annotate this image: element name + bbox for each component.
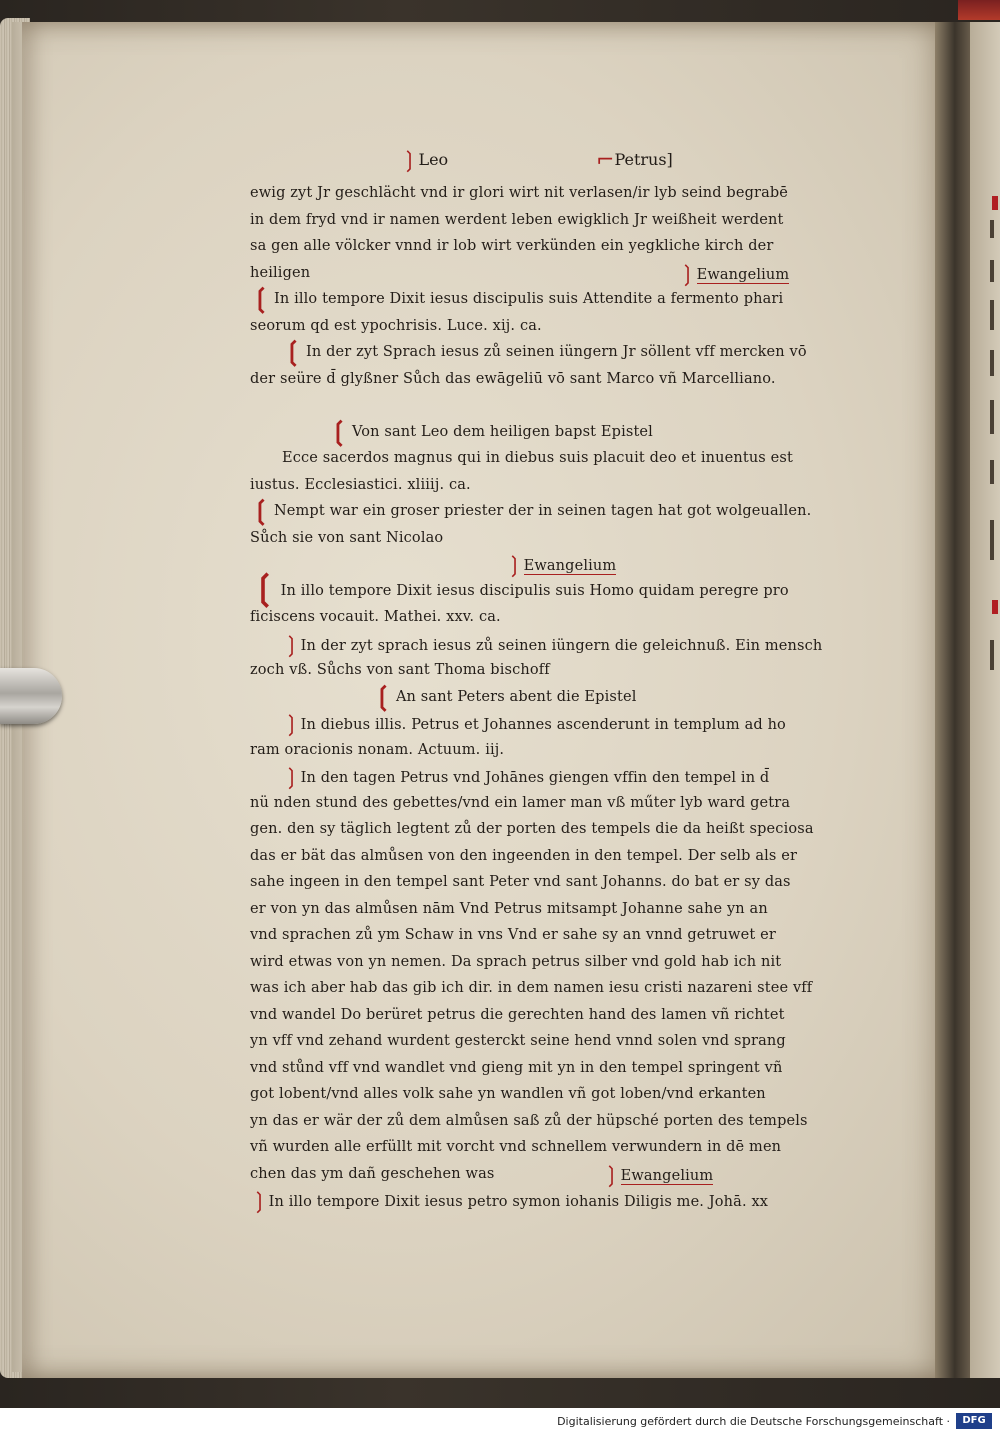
- text-line: [250, 286, 870, 313]
- text-line: [250, 260, 870, 287]
- text-line: nü nden stund des gebettes/vnd ein lamer man vß műter lyb ward getra: [250, 794, 791, 811]
- running-header: [400, 142, 720, 172]
- text-line: Sůch sie von sant Nicolao: [250, 529, 444, 546]
- rubric-initial: ❲: [328, 416, 350, 447]
- paragraph-mark-icon: ❳: [282, 712, 301, 737]
- rubric-initial: ❲: [250, 284, 272, 314]
- text-line: sahe ingeen in den tempel sant Peter vnd sant Johanns. do bat er sy das: [250, 874, 791, 890]
- text-line: was ich aber hab das gib ich dir. in dem namen iesu cristi nazareni stee vff: [250, 980, 813, 996]
- text-line: das er bät das almůsen von den ingeenden in den tempel. Der selb als er: [250, 847, 798, 864]
- page-text-block: [250, 180, 870, 1214]
- facing-page-text-fragment: [990, 300, 994, 330]
- header-right: ⌐Petrus]: [596, 148, 673, 173]
- text-line: in dem fryd vnd ir namen werdent leben ewigklich Jr weißheit werdent: [250, 211, 784, 228]
- text-line: Ecce sacerdos magnus qui in diebus suis placuit deo et inuentus est: [282, 450, 793, 466]
- rubric-heading: [678, 260, 789, 289]
- rubric-initial: ❲: [372, 681, 394, 712]
- rubric-heading: [602, 1161, 713, 1190]
- book-gutter: [935, 22, 971, 1378]
- rubric-text: Ewangelium: [523, 558, 617, 574]
- text-line-part: In den tagen Petrus vnd Johānes giengen vffin den tempel in d̄: [300, 770, 770, 786]
- text-line: vnd sprachen zů ym Schaw in vns Vnd er sahe sy an vnnd getruwet er: [250, 927, 776, 943]
- text-line: [250, 498, 870, 525]
- facing-page-text-fragment: [990, 350, 994, 376]
- rubric-initial: ❲: [282, 337, 304, 367]
- paragraph-mark-icon: ❳: [400, 148, 419, 173]
- text-line: zoch vß. Sůchs von sant Thoma bischoff: [250, 662, 550, 678]
- text-line: vñ wurden alle erfüllt mit vorcht vnd schnellem verwundern in dē men: [250, 1139, 782, 1155]
- paragraph-mark-icon: ❳: [505, 553, 524, 578]
- facing-page-text-fragment: [990, 460, 994, 484]
- paragraph-mark-icon: ❳: [250, 1189, 269, 1214]
- text-line-part: In illo tempore Dixit iesus discipulis suis Homo quidam peregre pro: [280, 582, 789, 599]
- text-line: [250, 1187, 870, 1214]
- digitization-footer: [0, 1408, 1000, 1435]
- text-line-part: Von sant Leo dem heiligen bapst Epistel: [351, 423, 653, 440]
- text-line: [250, 763, 870, 790]
- footer-credit: Digitalisierung gefördert durch die Deutsche Forschungsgemeinschaft ·: [557, 1415, 950, 1428]
- spacer-line: [250, 392, 870, 419]
- text-line: got lobent/vnd alles volk sahe yn wandlen vñ got loben/vnd erkanten: [250, 1086, 766, 1102]
- text-line: ram oracionis nonam. Actuum. iij.: [250, 741, 505, 758]
- facing-page-text-fragment: [990, 260, 994, 282]
- rubric-initial: ❲: [250, 567, 279, 608]
- text-line: ewig zyt Jr geschlächt vnd ir glori wirt nit verlasen/ir lyb seind begrabē: [250, 185, 789, 201]
- text-line: seorum qd est ypochrisis. Luce. xij. ca.: [250, 317, 542, 334]
- text-line: [250, 631, 870, 658]
- text-line-part: An sant Peters abent die Epistel: [395, 688, 637, 705]
- facing-page-rubric: [992, 196, 998, 210]
- facing-page-text-fragment: [990, 520, 994, 560]
- dfg-logo: DFG: [956, 1413, 992, 1429]
- text-line-part: chen das ym dañ geschehen was: [250, 1165, 495, 1182]
- text-line: vnd wandel Do berüret petrus die gerechten hand des lamen vñ richtet: [250, 1006, 785, 1023]
- rubric-heading: [250, 551, 870, 578]
- text-line-part: In diebus illis. Petrus et Johannes ascenderunt in templum ad ho: [300, 717, 786, 733]
- paragraph-mark-icon: ❳: [678, 261, 697, 287]
- text-line: wird etwas von yn nemen. Da sprach petrus silber vnd gold hab ich nit: [250, 953, 782, 970]
- text-line: sa gen alle völcker vnnd ir lob wirt verkünden ein yegkliche kirch der: [250, 238, 774, 254]
- paragraph-mark-icon: ❳: [282, 765, 301, 790]
- facing-page-text-fragment: [990, 640, 994, 670]
- text-line-part: Nempt war ein groser priester der in seinen tagen hat got wolgeuallen.: [273, 503, 812, 519]
- page-clip: [0, 668, 62, 724]
- facing-page-edge: [970, 22, 1000, 1378]
- rubric-initial: ❲: [250, 496, 272, 526]
- text-line-part: heiligen: [250, 264, 311, 281]
- text-line-part: In illo tempore Dixit iesus discipulis suis Attendite a fermento phari: [273, 291, 784, 307]
- text-line: yn vff vnd zehand wurdent gesterckt seine hend vnnd solen vnd sprang: [250, 1033, 786, 1049]
- text-line: ficiscens vocauit. Mathei. xxv. ca.: [250, 609, 501, 625]
- paragraph-mark-icon: ❳: [602, 1162, 621, 1188]
- book-ribbon: [958, 0, 1000, 20]
- rubric-text: Ewangelium: [620, 1167, 714, 1184]
- text-line: gen. den sy täglich legtent zů der porten des tempels die da heißt speciosa: [250, 821, 814, 837]
- text-line: [250, 416, 870, 447]
- header-left-text: Leo: [418, 150, 449, 169]
- text-line-part: In der zyt Sprach iesus zů seinen iüngern Jr söllent vff mercken vō: [305, 344, 807, 360]
- rubric-text: Ewangelium: [696, 266, 790, 283]
- text-line: [250, 681, 870, 712]
- text-line: [250, 339, 870, 366]
- text-line: vnd stůnd vff vnd wandlet vnd gieng mit yn in den tempel springent vñ: [250, 1059, 783, 1076]
- facing-page-text-fragment: [990, 220, 994, 238]
- paragraph-mark-icon: ❳: [282, 632, 301, 658]
- text-line-part: In der zyt sprach iesus zů seinen iüngern die geleichnuß. Ein mensch: [300, 637, 823, 654]
- paragraph-mark-icon: ⌐: [596, 148, 615, 173]
- facing-page-rubric: [992, 600, 998, 614]
- text-line: iustus. Ecclesiastici. xliiij. ca.: [250, 476, 471, 493]
- header-left: [400, 146, 448, 171]
- text-line: [250, 1161, 870, 1188]
- text-line: [250, 710, 870, 737]
- text-line: [250, 567, 870, 608]
- text-line-part: In illo tempore Dixit iesus petro symon iohanis Diligis me. Johā. xx: [268, 1194, 769, 1210]
- text-line: yn das er wär der zů dem almůsen saß zů der hüpsché porten des tempels: [250, 1112, 808, 1129]
- header-right-text: Petrus: [614, 150, 667, 169]
- text-line: er von yn das almůsen nām Vnd Petrus mitsampt Johanne sahe yn an: [250, 900, 768, 917]
- facing-page-text-fragment: [990, 400, 994, 434]
- text-line: der seüre d̄ glyßner Sůch das ewāgeliū vō sant Marco vñ Marcelliano.: [250, 370, 776, 387]
